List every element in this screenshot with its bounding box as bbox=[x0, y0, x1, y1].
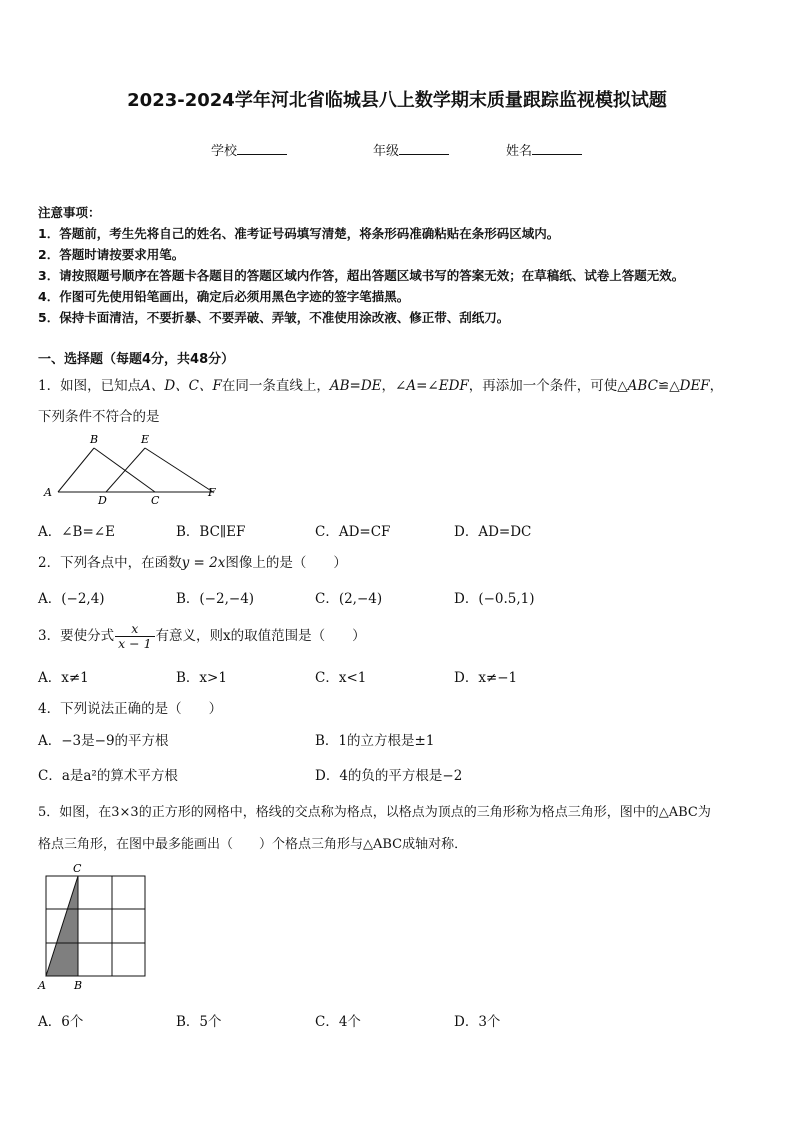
note-item: 4．作图可先使用铅笔画出，确定后必须用黑色字迹的签字笔描黑。 bbox=[38, 289, 410, 304]
triangle-abc bbox=[46, 876, 78, 976]
q4-option-b[interactable]: B．1的立方根是±1 bbox=[315, 733, 435, 749]
q4-stem: 4．下列说法正确的是（ ） bbox=[38, 701, 223, 717]
q1-option-d[interactable]: D．AD=DC bbox=[454, 524, 532, 540]
label-B: B bbox=[74, 979, 83, 992]
notes-heading: 注意事项： bbox=[38, 205, 101, 220]
label-B: B bbox=[90, 433, 99, 446]
segment-BC bbox=[94, 448, 155, 492]
segment-DE bbox=[106, 448, 145, 492]
section-heading: 一、选择题（每题4分，共48分） bbox=[38, 352, 235, 367]
q5-stem-line2: 格点三角形，在图中最多能画出（ ）个格点三角形与△ABC成轴对称． bbox=[38, 837, 468, 852]
q5-option-c[interactable]: C．4个 bbox=[315, 1014, 361, 1030]
q2-option-a[interactable]: A．(−2,4) bbox=[38, 591, 105, 607]
q3-option-c[interactable]: C．x<1 bbox=[315, 670, 367, 686]
q5-option-d[interactable]: D．3个 bbox=[454, 1014, 501, 1030]
label-F: F bbox=[208, 486, 216, 499]
name-label: 姓名 bbox=[506, 144, 533, 159]
q3-option-b[interactable]: B．x>1 bbox=[176, 670, 227, 686]
q4-option-c[interactable]: C．a是a²的算术平方根 bbox=[38, 768, 178, 784]
note-item: 5．保持卡面清洁，不要折暴、不要弄破、弄皱，不准使用涂改液、修正带、刮纸刀。 bbox=[38, 310, 510, 325]
page-title: 2023-2024学年河北省临城县八上数学期末质量跟踪监视模拟试题 bbox=[127, 90, 667, 111]
q1-option-a[interactable]: A．∠B=∠E bbox=[38, 524, 115, 540]
school-label: 学校 bbox=[211, 144, 238, 159]
name-blank[interactable] bbox=[532, 142, 582, 155]
grade-field bbox=[373, 140, 449, 159]
grade-label: 年级 bbox=[373, 144, 400, 159]
note-item: 2．答题时请按要求用笔。 bbox=[38, 247, 185, 262]
q1-stem: 1．如图，已知点A、D、C、F在同一条直线上，AB=DE，∠A=∠EDF，再添加一个条件，可使△ABC≌△DEF， bbox=[38, 378, 724, 394]
note-item: 1．答题前，考生先将自己的姓名、准考证号码填写清楚，将条形码准确粘贴在条形码区域内。 bbox=[38, 226, 560, 241]
q2-option-c[interactable]: C．(2,−4) bbox=[315, 591, 383, 607]
q5-option-a[interactable]: A．6个 bbox=[38, 1014, 84, 1030]
q1-option-c[interactable]: C．AD=CF bbox=[315, 524, 391, 540]
q1-stem-line2: 下列条件不符合的是 bbox=[38, 409, 160, 425]
q3-option-a[interactable]: A．x≠1 bbox=[38, 670, 89, 686]
segment-AB bbox=[58, 448, 94, 492]
note-item: 3．请按照题号顺序在答题卡各题目的答题区域内作答，超出答题区域书写的答案无效；在草稿纸、试卷上答题无效。 bbox=[38, 268, 685, 283]
label-C: C bbox=[73, 862, 82, 875]
name-field bbox=[506, 140, 582, 159]
q3-fraction: $\frac{x}{x - 1}$ bbox=[115, 622, 154, 651]
q5-option-b[interactable]: B．5个 bbox=[176, 1014, 222, 1030]
label-D: D bbox=[98, 494, 107, 507]
q4-option-d[interactable]: D．4的负的平方根是−2 bbox=[315, 768, 463, 784]
segment-EF bbox=[145, 448, 213, 492]
q2-option-d[interactable]: D．(−0.5,1) bbox=[454, 591, 535, 607]
q1-option-b[interactable]: B．BC∥EF bbox=[176, 524, 246, 540]
label-E: E bbox=[141, 433, 150, 446]
q3-stem: 3．要使分式 $\frac{x}{x - 1}$ 有意义，则x的取值范围是（ ） bbox=[38, 621, 366, 651]
school-blank[interactable] bbox=[237, 142, 287, 155]
q5-stem: 5．如图，在3×3的正方形的网格中，格线的交点称为格点，以格点为顶点的三角形称为格点三角形，图中的△ABC为 bbox=[38, 805, 711, 820]
label-A: A bbox=[44, 486, 52, 499]
q3-option-d[interactable]: D．x≠−1 bbox=[454, 670, 518, 686]
label-C: C bbox=[151, 494, 160, 507]
label-A: A bbox=[38, 979, 46, 992]
grade-blank[interactable] bbox=[399, 142, 449, 155]
q2-option-b[interactable]: B．(−2,−4) bbox=[176, 591, 255, 607]
q1-figure bbox=[38, 430, 228, 510]
q4-option-a[interactable]: A．−3是−9的平方根 bbox=[38, 733, 169, 749]
school-field bbox=[211, 140, 287, 159]
q2-stem: 2．下列各点中，在函数y = 2x图像上的是（ ） bbox=[38, 555, 347, 571]
q5-grid-figure bbox=[34, 860, 154, 995]
